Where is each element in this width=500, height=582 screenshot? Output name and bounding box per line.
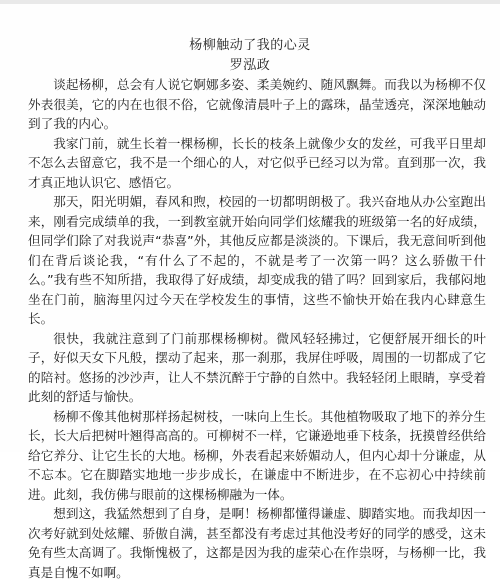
paragraph: 很快，我就注意到了门前那棵杨柳树。微风轻轻拂过，它便舒展开细长的叶子，好似天女下凡般，摆动了起来，那一刹那，我屏住呼吸，周围的一切都成了它的陪衬。悠扬的沙沙声，让人不禁沉醉于宁静的自然中。我轻轻闭上眼睛，享受着此刻的舒适与愉快。 (28, 330, 486, 404)
top-divider (0, 0, 500, 4)
article-title: 杨柳触动了我的心灵 (189, 38, 311, 53)
paragraph: 我家门前，就生长着一棵杨柳，长长的枝条上就像少女的发丝，可我平日里却不怎么去留意它，我不是一个细心的人，对它似乎已经习以为常。直到那一次，我才真正地认识它、感悟它。 (28, 135, 486, 190)
article-author: 罗泓政 (229, 58, 271, 73)
paragraph: 谈起杨柳，总会有人说它婀娜多姿、柔美婉约、随风飘舞。而我以为杨柳不仅外表很美，它的内在也很不俗，它就像清晨叶子上的露珠，晶莹透亮，深深地触动到了我的内心。 (28, 77, 486, 131)
paragraph: 想到这，我猛然想到了自身，是啊！杨柳都懂得谦虚、脚踏实地。而我却因一次考好就到处炫耀、骄傲自满，甚至都没有考虑过其他没考好的同学的感受，这未免有些太高调了。我惭愧极了，这都是因为我的虚荣心在作祟呀，与杨柳一比，我真是自愧不如啊。 (28, 506, 486, 580)
article-body (28, 75, 486, 582)
paragraph: 杨柳不像其他树那样扬起树枝，一味向上生长。其他植物吸取了地下的养分生长，长大后把树叶翘得高高的。可柳树不一样，它谦逊地垂下枝条，抚摸曾经供给给它养分、让它生长的大地。杨柳，外表看起来娇媚动人，但内心却十分谦虚，从不忘本。它在脚踏实地地一步步成长，在谦虚中不断进步，在不忘初心中持续前进。此刻，我仿佛与眼前的这棵杨柳融为一体。 (28, 408, 486, 502)
paragraph: 那天，阳光明媚，春风和煦，校园的一切都明朗极了。我兴奋地从办公室跑出来，刚看完成绩单的我，一到教室就开始向同学们炫耀我的班级第一名的好成绩，但同学们除了对我说声“恭喜”外，其他反应都是淡淡的。下课后，我无意间听到他们在背后谈论我，“有什么了不起的，不就是考了一次第一吗？这么骄傲干什么。”我有些不知所措，我取得了好成绩，却变成我的错了吗？回到家后，我郁闷地坐在门前，脑海里闪过今天在学校发生的事情，这些不愉快开始在我内心肆意生长。 (28, 194, 486, 326)
